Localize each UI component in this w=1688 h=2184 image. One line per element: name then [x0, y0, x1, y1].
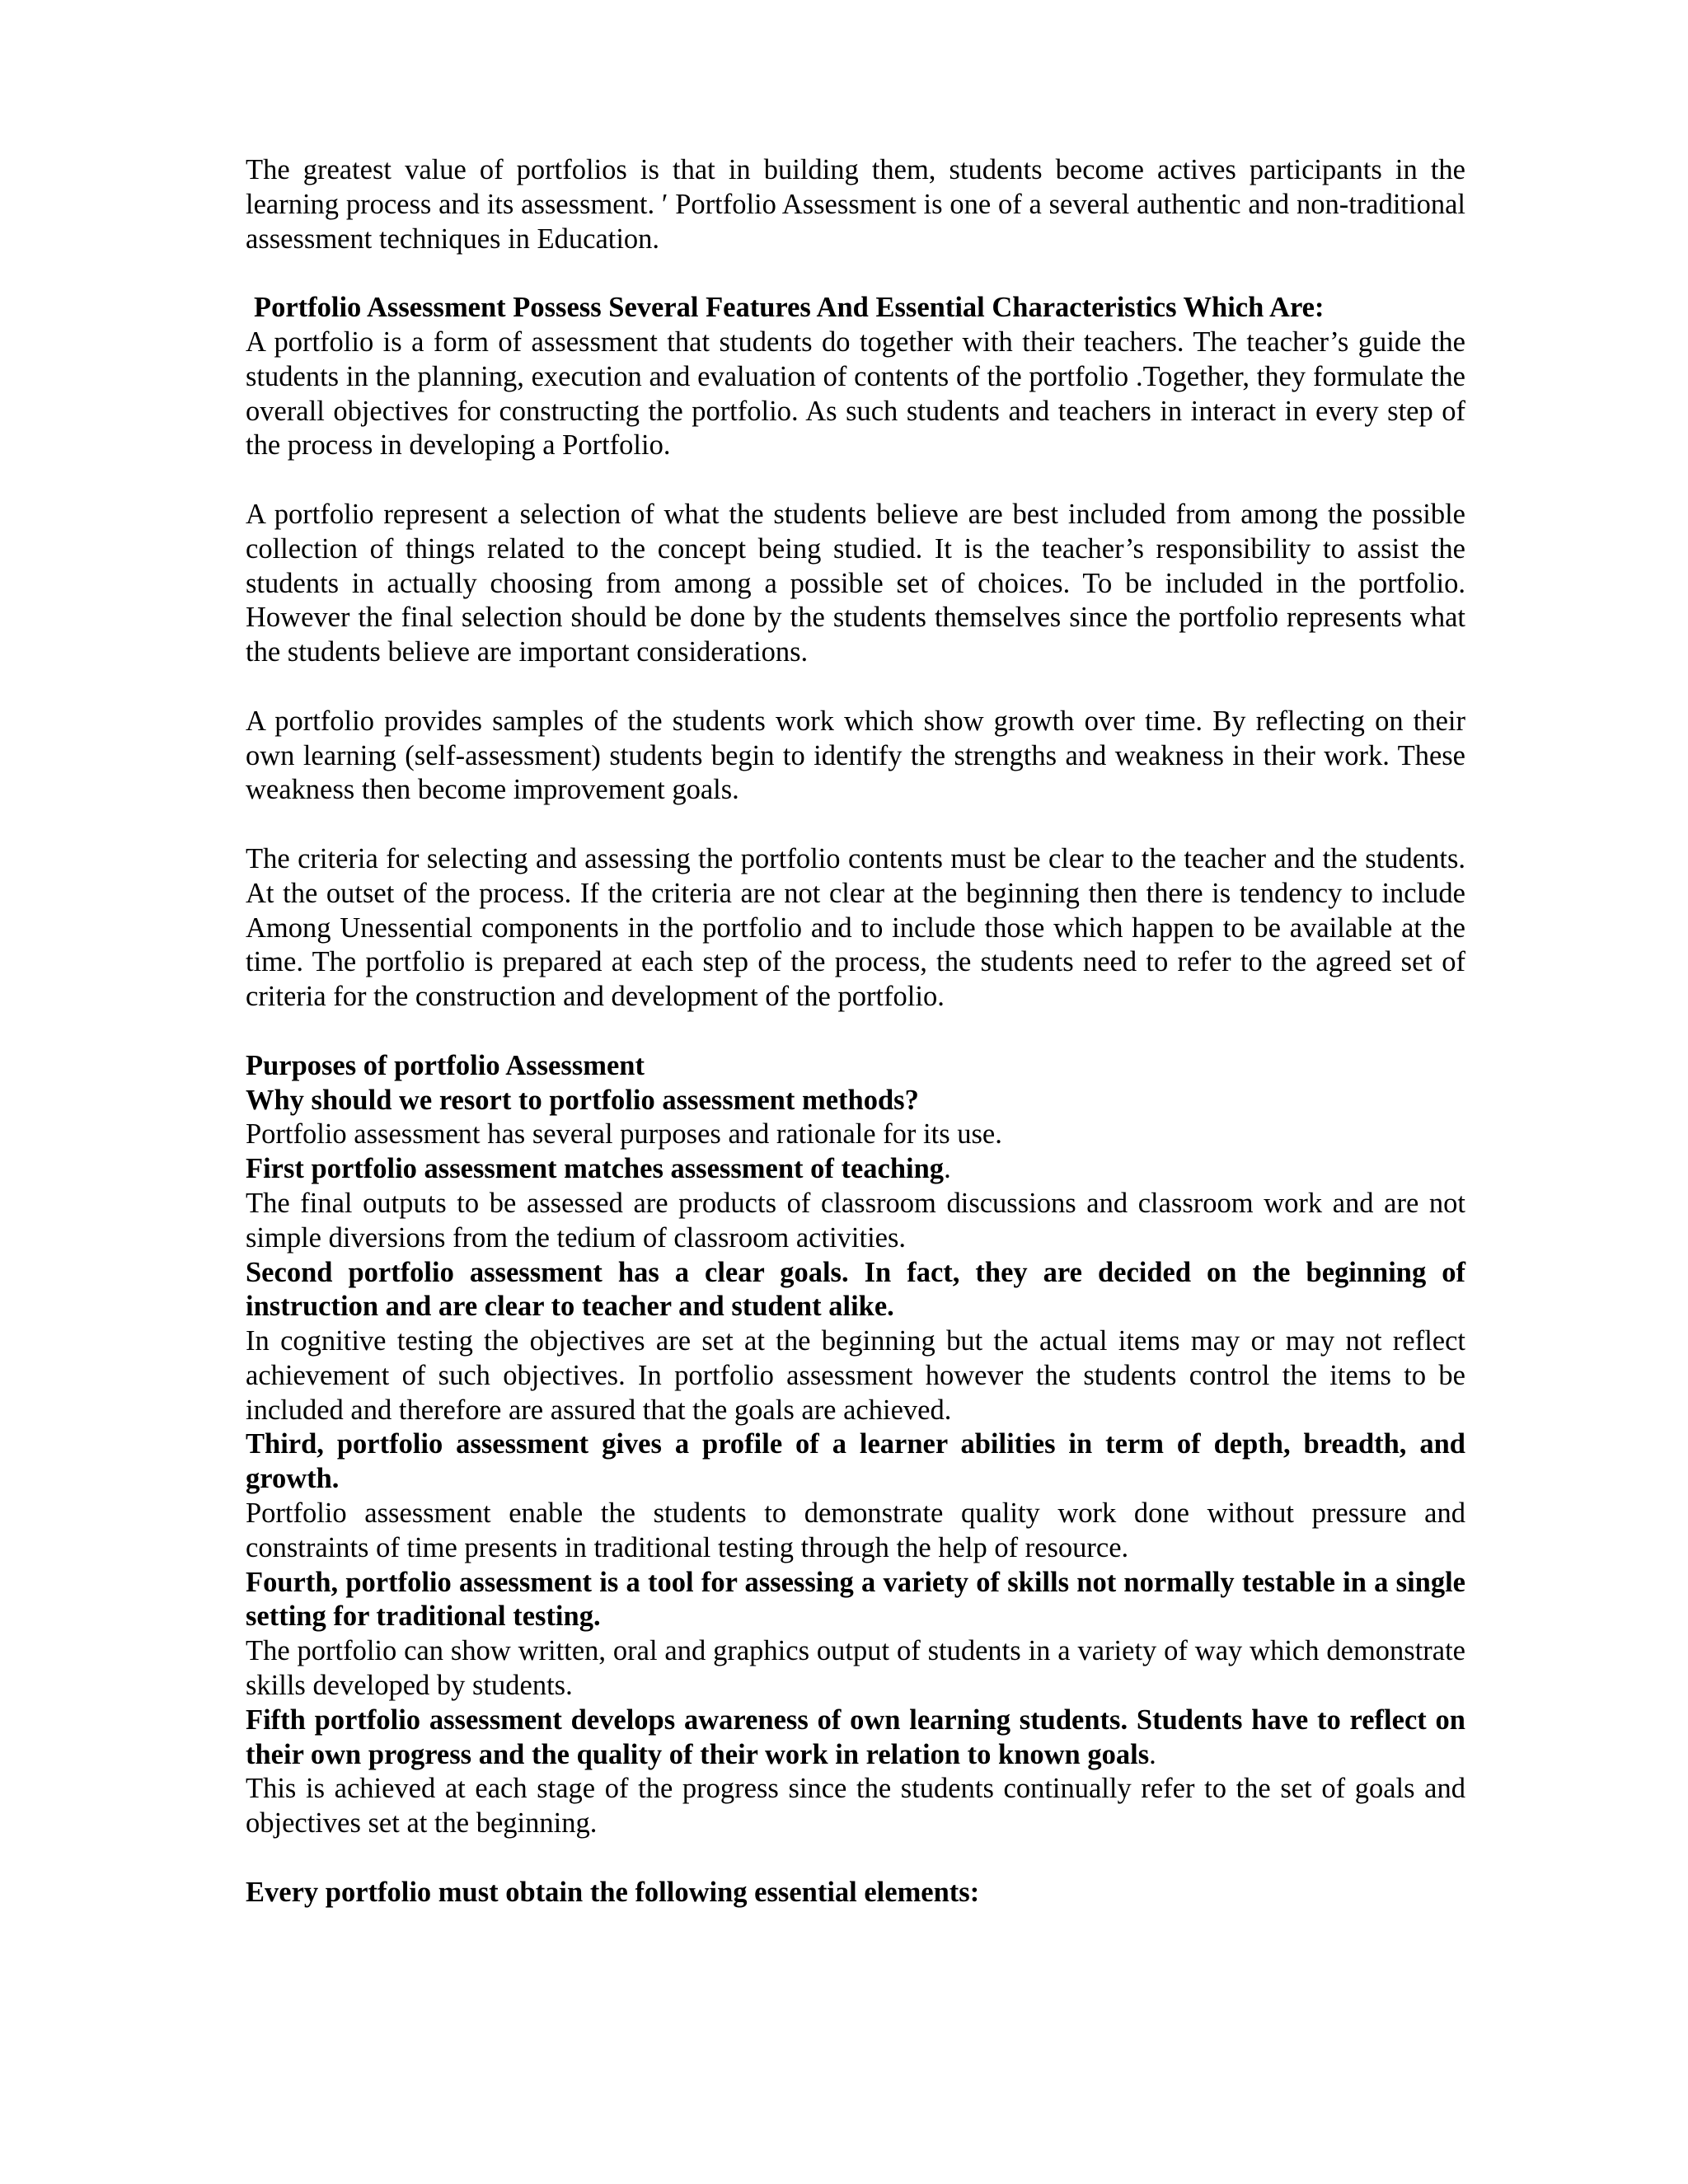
feature-paragraph-3: A portfolio provides samples of the students work which show growth over time. By reflecting on their own learning (self-assessment) students begin to identify the strengths and weakness in their work. These weakness then become improvement goals. [246, 705, 1465, 806]
paragraph-gap [246, 463, 1465, 498]
first-purpose-heading-line [246, 1152, 1465, 1187]
first-purpose-heading-period: . [944, 1153, 951, 1185]
feature-paragraph-2: A portfolio represent a selection of what the students believe are best included from among the possible collection of things related to the concept being studied. It is the teacher’s responsibility to assist the students in actually choosing from among a possible set of choices. To be included in the portfolio. However the final selection should be done by the students themselves since the portfolio represents what the students believe are important considerations. [246, 498, 1465, 668]
third-purpose-heading: Third, portfolio assessment gives a profile of a learner abilities in term of depth, breadth, and growth. [246, 1428, 1465, 1495]
fifth-purpose-heading: Fifth portfolio assessment develops awareness of own learning students. Students have to reflect on their own progress and the quality of their work in relation to known goals [246, 1704, 1465, 1770]
second-purpose-heading: Second portfolio assessment has a clear goals. In fact, they are decided on the beginning of instruction and are clear to teacher and student alike. [246, 1256, 1465, 1323]
elements-heading: Every portfolio must obtain the following essential elements: [246, 1876, 980, 1908]
paragraph-gap [246, 808, 1465, 842]
paragraph-gap [246, 670, 1465, 705]
features-heading: Portfolio Assessment Possess Several Features And Essential Characteristics Which Are: [254, 292, 1325, 324]
document-page [246, 153, 1465, 1910]
paragraph-gap [246, 256, 1465, 291]
feature-paragraph-4: The criteria for selecting and assessing the portfolio contents must be clear to the teacher and the students. At the outset of the process. If the criteria are not clear at the beginning then there is tendency to include Among Unessential components in the portfolio and to include those which happen to be available at the time. The portfolio is prepared at each step of the process, the students need to refer to the agreed set of criteria for the construction and development of the portfolio. [246, 842, 1465, 1013]
fifth-purpose-heading-line [246, 1704, 1465, 1773]
first-purpose-body: The final outputs to be assessed are products of classroom discussions and classroom work and are not simple diversions from the tedium of classroom activities. [246, 1187, 1465, 1254]
paragraph-gap [246, 1841, 1465, 1876]
fifth-purpose-body: This is achieved at each stage of the progress since the students continually refer to the set of goals and objectives set at the beginning. [246, 1773, 1465, 1840]
fourth-purpose-body: The portfolio can show written, oral and graphics output of students in a variety of way which demonstrate skills developed by students. [246, 1635, 1465, 1702]
second-purpose-body: In cognitive testing the objectives are set at the beginning but the actual items may or may not reflect achievement of such objectives. In portfolio assessment however the students control the items to be included and therefore are assured that the goals are achieved. [246, 1325, 1465, 1426]
purposes-intro: Portfolio assessment has several purposes and rationale for its use. [246, 1118, 1002, 1151]
purposes-heading: Purposes of portfolio Assessment [246, 1049, 645, 1081]
third-purpose-body: Portfolio assessment enable the students to demonstrate quality work done without pressure and constraints of time presents in traditional testing through the help of resource. [246, 1497, 1465, 1563]
purposes-question: Why should we resort to portfolio assessment methods? [246, 1084, 919, 1116]
fifth-purpose-heading-period: . [1149, 1738, 1156, 1770]
first-purpose-heading: First portfolio assessment matches assessment of teaching [246, 1153, 945, 1185]
intro-paragraph: The greatest value of portfolios is that in building them, students become actives participants in the learning process and its assessment. ′ Portfolio Assessment is one of a several authentic and non-traditional assessment techniques in Education. [246, 154, 1465, 255]
paragraph-gap [246, 1015, 1465, 1049]
feature-paragraph-1: A portfolio is a form of assessment that students do together with their teachers. The teacher’s guide the students in the planning, execution and evaluation of contents of the portfolio .Together, they formulate the overall objectives for constructing the portfolio. As such students and teachers in interact in every step of the process in developing a Portfolio. [246, 326, 1465, 462]
fourth-purpose-heading: Fourth, portfolio assessment is a tool for assessing a variety of skills not normally testable in a single setting for traditional testing. [246, 1566, 1465, 1633]
